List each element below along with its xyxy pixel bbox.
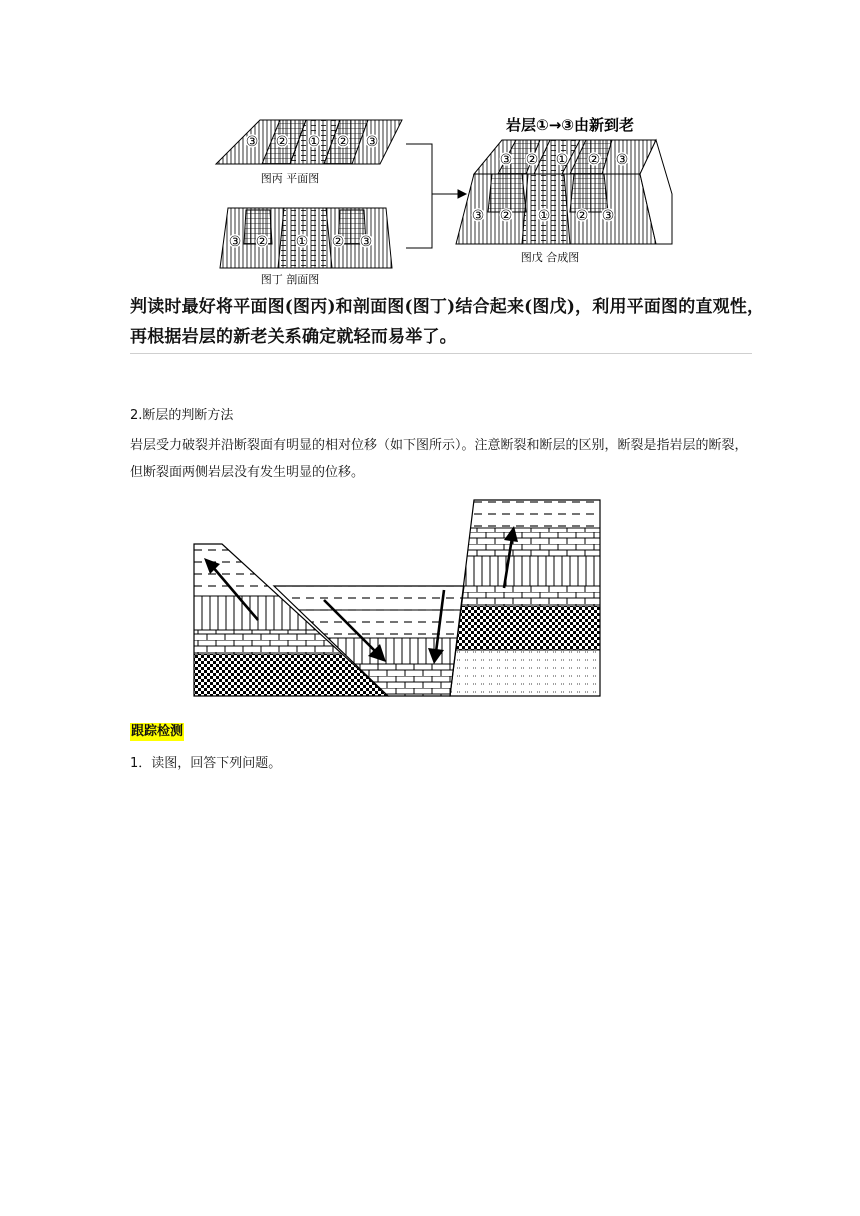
plan-view	[216, 120, 402, 185]
composite-top-mark-2: ②	[525, 152, 539, 168]
stratum-diagram-figure	[210, 108, 680, 288]
plan-mark-1: ③	[245, 134, 259, 150]
fault-diagram	[192, 496, 604, 700]
plan-mark-5: ③	[365, 134, 379, 150]
tracking-heading: 跟踪检测	[131, 724, 184, 739]
section-view	[220, 208, 392, 286]
composite-top-mark-3: ①	[555, 152, 569, 168]
section-mark-5: ③	[359, 234, 373, 250]
section-mark-2: ②	[255, 234, 269, 250]
plan-mark-3: ①	[307, 134, 321, 150]
section-title: 2.断层的判断方法	[130, 408, 234, 423]
plan-mark-4: ②	[336, 134, 350, 150]
plan-mark-2: ②	[275, 134, 289, 150]
question-1: 1．读图，回答下列问题。	[130, 756, 282, 771]
section-mark-3: ①	[295, 234, 309, 250]
plan-label: 图丙 平面图	[260, 172, 320, 185]
composite-front-mark-2: ②	[499, 208, 513, 224]
composite-label: 图戊 合成图	[520, 251, 580, 264]
section-mark-1: ③	[228, 234, 242, 250]
composite-front-mark-4: ②	[575, 208, 589, 224]
composite-front-mark-5: ③	[601, 208, 615, 224]
composite-top-mark-1: ③	[499, 152, 513, 168]
combine-arrow	[406, 144, 466, 248]
figure-caption: 判读时最好将平面图(图丙)和剖面图(图丁)结合起来(图戊)，利用平面图的直观性，再根据岩层的新老关系确定就轻而易举了。	[130, 297, 765, 347]
composite-title: 岩层①→③由新到老	[506, 116, 634, 134]
divider	[130, 353, 752, 354]
composite-view	[456, 116, 672, 264]
section-mark-4: ②	[331, 234, 345, 250]
composite-front-mark-1: ③	[471, 208, 485, 224]
section-label: 图丁 剖面图	[260, 273, 320, 286]
composite-front-mark-3: ①	[537, 208, 551, 224]
composite-top-mark-4: ②	[587, 152, 601, 168]
composite-top-mark-5: ③	[615, 152, 629, 168]
section-paragraph: 岩层受力破裂并沿断裂面有明显的相对位移（如下图所示）。注意断裂和断层的区别，断裂是指岩层的断裂，但断裂面两侧岩层没有发生明显的位移。	[130, 438, 748, 480]
